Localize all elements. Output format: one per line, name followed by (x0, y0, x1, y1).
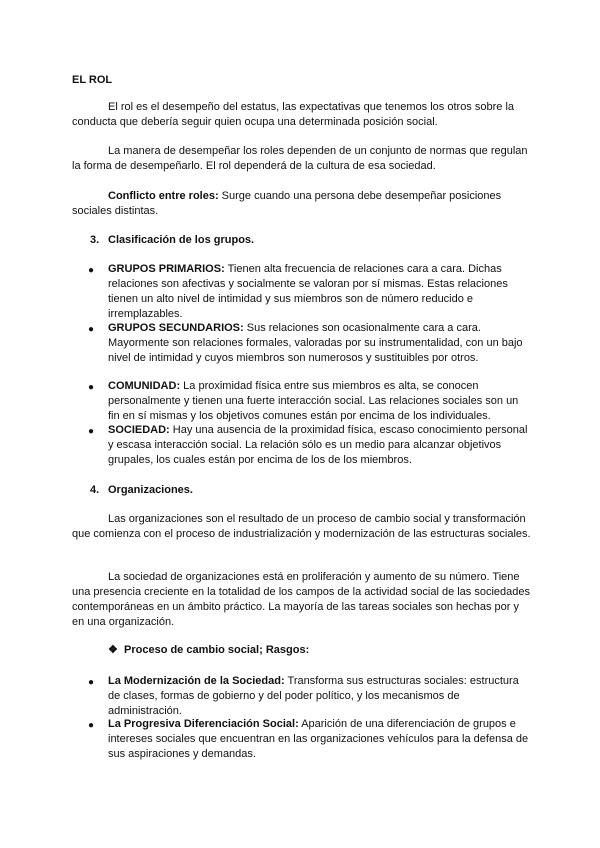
paragraph-organizations-society: La sociedad de organizaciones está en proliferación y aumento de su número. Tiene una presencia creciente en la totalidad de los campos de la actividad social de las sociedades contemporáneas en un ámbito práctico. La mayoría de las tareas sociales son hechas por y en una organización. (72, 571, 531, 628)
paragraph-rol-definition: El rol es el desempeño del estatus, las expectativas que tenemos los otros sobre la conducta que debería seguir quien ocupa una determinada posición social. (72, 101, 515, 128)
section-number-4: 4. (90, 484, 100, 496)
paragraph-rol-norms: La manera de desempeñar los roles dependen de un conjunto de normas que regulan la forma de desempeñarlo. El rol dependerá de la cultura de esa sociedad. (72, 145, 528, 172)
section-heading-organizations: Organizaciones. (108, 484, 193, 496)
section-title-rol: EL ROL (72, 74, 113, 86)
bullet-icon: ● (88, 720, 95, 731)
bullet-icon: ● (88, 426, 95, 437)
list-item-primary-groups: GRUPOS PRIMARIOS: Tienen alta frecuencia de relaciones cara a cara. Dichas relaciones son afectivas y socialmente se valoran por sí mismas. Estas relaciones tienen un alto nivel de intimidad y sus miembros son de número reducido e irremplazables. (108, 263, 508, 320)
conflict-term: Conflicto entre roles: (108, 190, 219, 202)
section-number-3: 3. (90, 234, 100, 246)
section-heading-groups: Clasificación de los grupos. (108, 234, 255, 246)
list-item-differentiation: La Progresiva Diferenciación Social: Aparición de una diferenciación de grupos e intereses sociales que encuentran en las organizaciones vehículos para la defensa de sus aspiraciones y demandas. (108, 718, 529, 760)
list-item-modernization: La Modernización de la Sociedad: Transforma sus estructuras sociales: estructura de clases, formas de gobierno y del poder político, y los mecanismos de administración. (108, 675, 519, 717)
paragraph-organizations-origin: Las organizaciones son el resultado de un proceso de cambio social y transformación que comienza con el proceso de industrialización y modernización de las estructuras sociales. (72, 513, 531, 540)
list-item-community: COMUNIDAD: La proximidad física entre sus miembros es alta, se conocen personalmente y tienen una fuerte interacción social. Las relaciones sociales son un fin en sí mismas y los objetivos comunes están por encima de los individuales. (108, 380, 519, 422)
paragraph-conflict (72, 189, 532, 219)
subheading-social-change: Proceso de cambio social; Rasgos: (124, 644, 310, 656)
list-item-secondary-groups: GRUPOS SECUNDARIOS: Sus relaciones son ocasionalmente cara a cara. Mayormente son relaciones formales, valoradas por su instrumentalidad, con un bajo nivel de intimidad y cuyos miembros son numerosos y sustituibles por otros. (108, 322, 523, 364)
diamond-bullet-icon: ❖ (108, 644, 118, 656)
conflict-text: Surge cuando una persona debe desempeñar posiciones sociales distintas. (72, 190, 502, 217)
bullet-icon: ● (88, 265, 95, 276)
bullet-icon: ● (88, 324, 95, 335)
bullet-icon: ● (88, 382, 95, 393)
list-item-society: SOCIEDAD: Hay una ausencia de la proximidad física, escaso conocimiento personal y escasa interacción social. La relación sólo es un medio para alcanzar objetivos grupales, los cuales están por encima de los de los miembros. (108, 424, 528, 466)
bullet-icon: ● (88, 677, 95, 688)
